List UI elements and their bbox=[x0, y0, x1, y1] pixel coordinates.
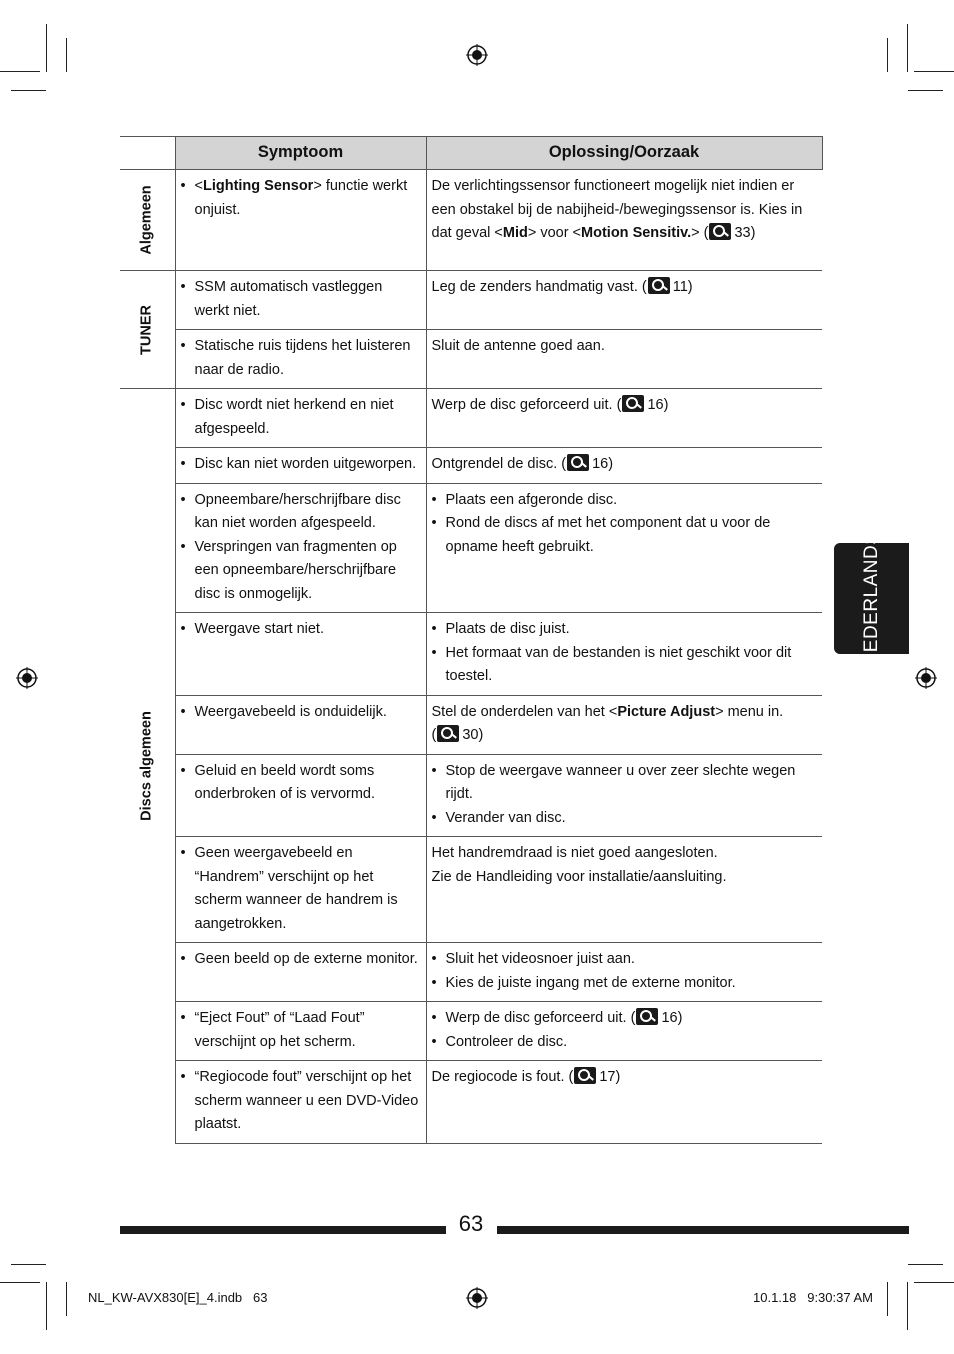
crop-mark bbox=[0, 1282, 40, 1283]
symptom-item: • Weergavebeeld is onduidelijk. bbox=[181, 701, 421, 725]
symptom-cell bbox=[175, 483, 426, 613]
crop-mark bbox=[887, 38, 888, 72]
symptom-cell bbox=[175, 389, 426, 448]
crop-mark bbox=[11, 90, 46, 91]
symptom-item: • Weergave start niet. bbox=[181, 618, 421, 642]
symptom-item: • Verspringen van fragmenten op een opneembare/herschrijfbare disc is onmogelijk. bbox=[181, 536, 421, 607]
symptom-cell bbox=[175, 170, 426, 271]
symptom-item: • <Lighting Sensor> functie werkt onjuist. bbox=[181, 175, 421, 222]
registration-mark-icon bbox=[466, 44, 488, 66]
symptom-cell bbox=[175, 837, 426, 943]
solution-item: • Werp de disc geforceerd uit. ( 16) bbox=[432, 1007, 818, 1031]
print-file-info: NL_KW-AVX830[E]_4.indb 63 bbox=[88, 1290, 268, 1305]
symptom-item: • Geen beeld op de externe monitor. bbox=[181, 948, 421, 972]
symptom-item: • Geluid en beeld wordt soms onderbroken of is vervormd. bbox=[181, 760, 421, 807]
solution-cell: Ontgrendel de disc. ( 16) bbox=[426, 448, 822, 484]
table-row bbox=[120, 613, 822, 696]
solution-item: • Het formaat van de bestanden is niet geschikt voor dit toestel. bbox=[432, 642, 818, 689]
category-cell bbox=[120, 389, 175, 1144]
registration-mark-icon bbox=[466, 1287, 488, 1309]
header-spacer bbox=[120, 137, 175, 170]
solution-item: • Plaats een afgeronde disc. bbox=[432, 489, 818, 513]
crop-mark bbox=[0, 71, 40, 72]
solution-cell bbox=[426, 754, 822, 837]
symptom-cell bbox=[175, 330, 426, 389]
symptom-cell bbox=[175, 1061, 426, 1144]
solution-cell bbox=[426, 613, 822, 696]
table-row bbox=[120, 754, 822, 837]
solution-item: • Sluit het videosnoer juist aan. bbox=[432, 948, 818, 972]
language-side-tab bbox=[834, 531, 909, 666]
table-row bbox=[120, 943, 822, 1002]
registration-mark-icon bbox=[915, 667, 937, 689]
symptom-cell bbox=[175, 448, 426, 484]
crop-mark bbox=[907, 1282, 908, 1330]
symptom-cell bbox=[175, 613, 426, 696]
reference-magnifier-icon bbox=[636, 1008, 658, 1025]
crop-mark bbox=[908, 1264, 943, 1265]
solution-cell: Stel de onderdelen van het <Picture Adjust> menu in. ( 30) bbox=[426, 695, 822, 754]
category-label: Discs algemeen bbox=[138, 711, 155, 821]
print-timestamp: 10.1.18 9:30:37 AM bbox=[753, 1290, 873, 1305]
table-row bbox=[120, 170, 822, 271]
table-row bbox=[120, 448, 822, 484]
category-cell bbox=[120, 170, 175, 271]
solution-cell: Sluit de antenne goed aan. bbox=[426, 330, 822, 389]
solution-cell: Leg de zenders handmatig vast. ( 11) bbox=[426, 271, 822, 330]
category-label: TUNER bbox=[138, 304, 155, 355]
solution-item: • Rond de discs af met het component dat u voor de opname heeft gebruikt. bbox=[432, 512, 818, 559]
solution-cell: De verlichtingssensor functioneert mogelijk niet indien er een obstakel bij de nabijheid-/bewegingssensor is. Kies in dat geval <Mid> voor <Motion Sensitiv.> ( 33) bbox=[426, 170, 822, 271]
column-header-symptom: Symptoom bbox=[175, 137, 426, 170]
table-row bbox=[120, 271, 822, 330]
solution-cell bbox=[426, 1002, 822, 1061]
symptom-item: • Geen weergavebeeld en “Handrem” verschijnt op het scherm wanneer de handrem is aangetrokken. bbox=[181, 842, 421, 936]
footer-bar-left bbox=[120, 1226, 446, 1234]
reference-magnifier-icon bbox=[567, 454, 589, 471]
crop-mark bbox=[46, 24, 47, 72]
table-row bbox=[120, 330, 822, 389]
table-row bbox=[120, 1061, 822, 1144]
symptom-item: • Disc kan niet worden uitgeworpen. bbox=[181, 453, 421, 477]
solution-item: • Plaats de disc juist. bbox=[432, 618, 818, 642]
crop-mark bbox=[908, 90, 943, 91]
column-header-solution: Oplossing/Oorzaak bbox=[426, 137, 822, 170]
symptom-item: • SSM automatisch vastleggen werkt niet. bbox=[181, 276, 421, 323]
table-row bbox=[120, 837, 822, 943]
reference-magnifier-icon bbox=[574, 1067, 596, 1084]
symptom-item: • “Regiocode fout” verschijnt op het scherm wanneer u een DVD-Video plaatst. bbox=[181, 1066, 421, 1137]
symptom-item: • Statische ruis tijdens het luisteren naar de radio. bbox=[181, 335, 421, 382]
crop-mark bbox=[11, 1264, 46, 1265]
category-cell bbox=[120, 271, 175, 389]
crop-mark bbox=[66, 1282, 67, 1316]
reference-magnifier-icon bbox=[709, 223, 731, 240]
symptom-cell bbox=[175, 943, 426, 1002]
table-row bbox=[120, 695, 822, 754]
troubleshooting-table bbox=[120, 136, 823, 1144]
table-row bbox=[120, 1002, 822, 1061]
solution-item: • Verander van disc. bbox=[432, 807, 818, 831]
solution-item: • Stop de weergave wanneer u over zeer slechte wegen rijdt. bbox=[432, 760, 818, 807]
crop-mark bbox=[887, 1282, 888, 1316]
solution-cell: De regiocode is fout. ( 17) bbox=[426, 1061, 822, 1144]
solution-cell bbox=[426, 943, 822, 1002]
table-header-row bbox=[120, 137, 822, 170]
table-row bbox=[120, 483, 822, 613]
reference-magnifier-icon bbox=[648, 277, 670, 294]
table-row bbox=[120, 389, 822, 448]
symptom-cell bbox=[175, 754, 426, 837]
crop-mark bbox=[46, 1282, 47, 1330]
page-number: 63 bbox=[458, 1211, 484, 1236]
category-label: Algemeen bbox=[138, 185, 155, 255]
solution-item: • Controleer de disc. bbox=[432, 1031, 818, 1055]
symptom-item: • Opneembare/herschrijfbare disc kan niet worden afgespeeld. bbox=[181, 489, 421, 536]
solution-cell bbox=[426, 483, 822, 613]
language-tab-label: NEDERLANDS bbox=[860, 531, 882, 666]
solution-item: • Kies de juiste ingang met de externe monitor. bbox=[432, 972, 818, 996]
symptom-cell bbox=[175, 695, 426, 754]
footer-bar-right bbox=[497, 1226, 909, 1234]
reference-magnifier-icon bbox=[622, 395, 644, 412]
symptom-item: • Disc wordt niet herkend en niet afgespeeld. bbox=[181, 394, 421, 441]
symptom-cell bbox=[175, 1002, 426, 1061]
crop-mark bbox=[907, 24, 908, 72]
registration-mark-icon bbox=[16, 667, 38, 689]
crop-mark bbox=[66, 38, 67, 72]
symptom-item: • “Eject Fout” of “Laad Fout” verschijnt op het scherm. bbox=[181, 1007, 421, 1054]
reference-magnifier-icon bbox=[437, 725, 459, 742]
solution-cell: Werp de disc geforceerd uit. ( 16) bbox=[426, 389, 822, 448]
symptom-cell bbox=[175, 271, 426, 330]
crop-mark bbox=[914, 1282, 954, 1283]
crop-mark bbox=[914, 71, 954, 72]
solution-cell: Het handremdraad is niet goed aangesloten. Zie de Handleiding voor installatie/aansluiting. bbox=[426, 837, 822, 943]
